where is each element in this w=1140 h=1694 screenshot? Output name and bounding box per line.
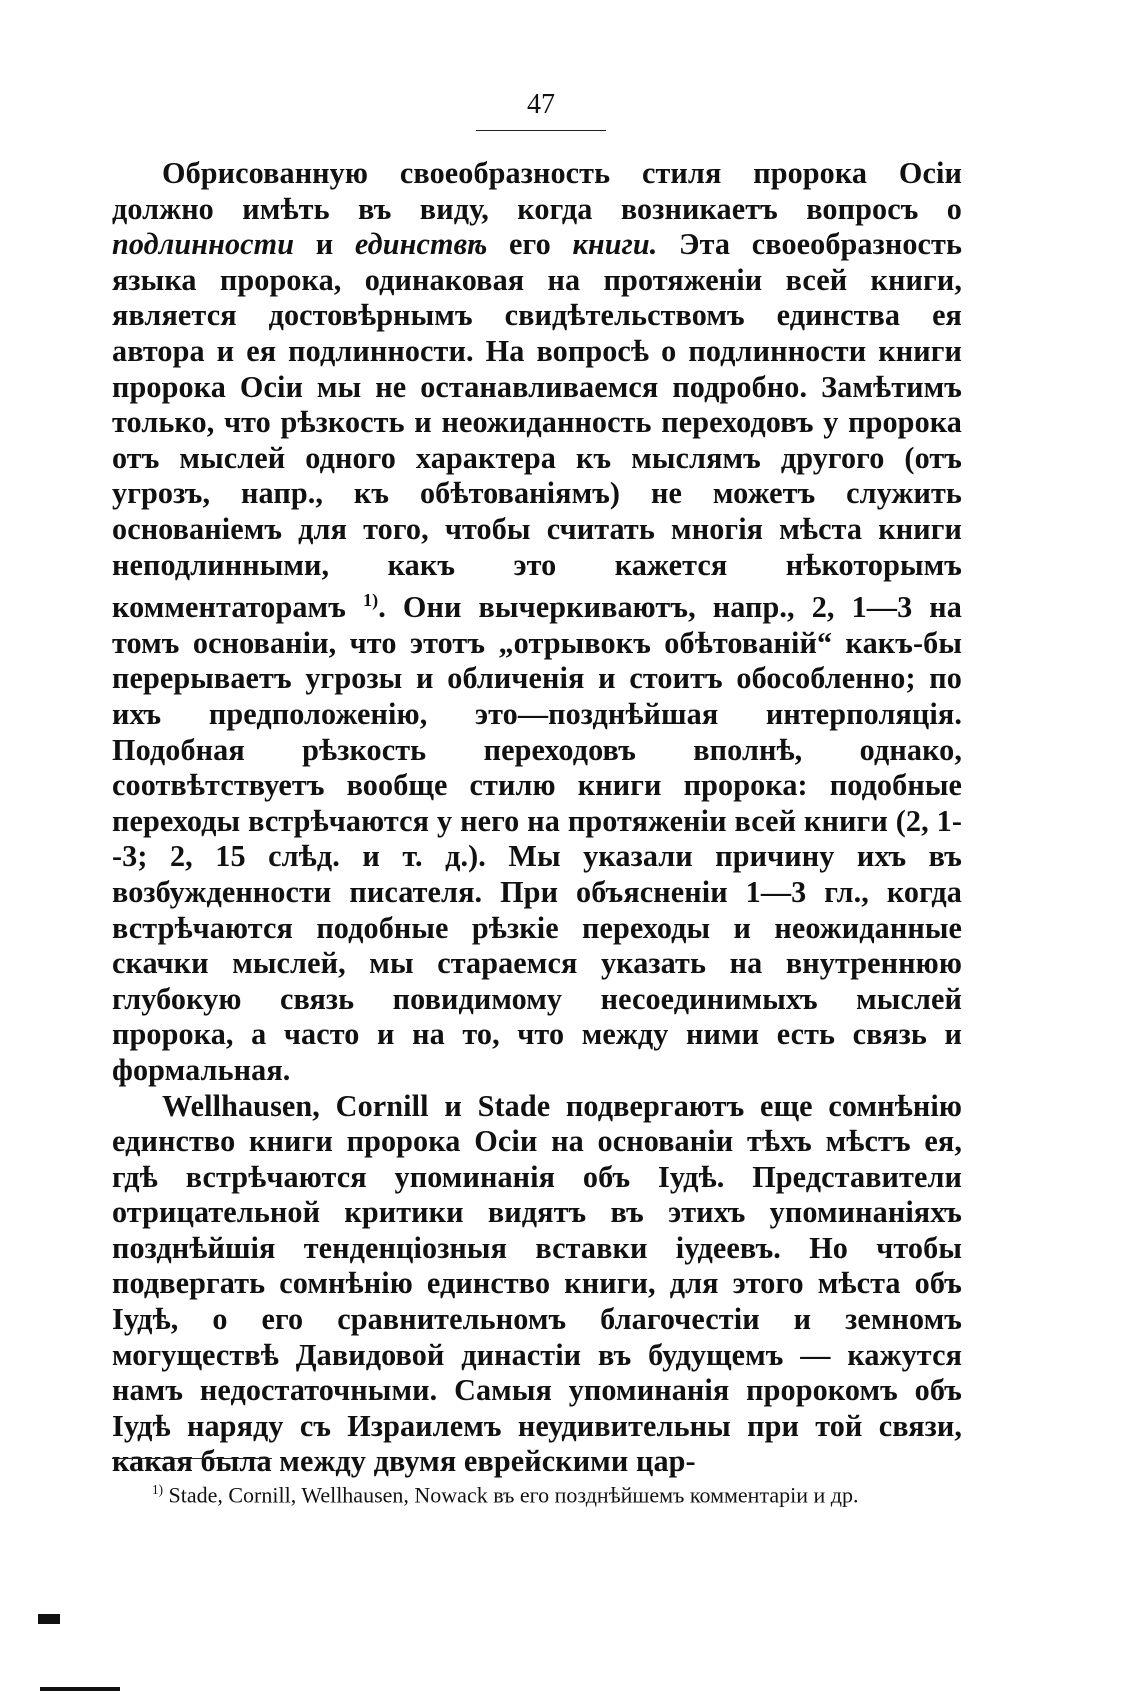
- footnote: [112, 1474, 962, 1511]
- footnote-reference: 1): [362, 590, 379, 611]
- p1-text-d: Эта своеобразность языка пророка, одинаковая на протяженіи всей книги, является достовѣрнымъ свидѣтельствомъ единства ея автора и ея подлинности. На вопросѣ о подлинности книги пророка Осіи мы не останавливаемся подробно. Замѣтимъ только, что рѣзкость и неожиданность переходовъ у пророка отъ мыслей одного характера къ мыслямъ другого (отъ угрозъ, напр., къ обѣтованіямъ) не можетъ служить основаніемъ для того, чтобы считать многія мѣста книги неподлинными, какъ это кажется нѣкоторымъ комментаторамъ: [112, 227, 963, 625]
- p1-italic-knigi: книги.: [572, 227, 658, 262]
- scan-artifact: [38, 1614, 60, 1624]
- paragraph-2: Wellhausen, Cornill и Stade подвергаютъ еще сомнѣнію единство книги пророка Осіи на основаніи тѣхъ мѣстъ ея, гдѣ встрѣчаются упоминанія объ Іудѣ. Представители отрицательной критики видятъ въ этихъ упоминаніяхъ позднѣйшія тенденціозныя вставки іудеевъ. Но чтобы подвергать сомнѣнію единство книги, для этого мѣста объ Іудѣ, о его сравнительномъ благочестіи и земномъ могуществѣ Давидовой династіи въ будущемъ — кажутся намъ недостаточными. Самыя упоминанія пророкомъ объ Іудѣ наряду съ Израилемъ неудивительны при той связи, какая была между двумя еврейскими цар-: [112, 1088, 962, 1479]
- footnote-text: Stade, Cornill, Wellhausen, Nowack въ его позднѣйшемъ комментаріи и др.: [163, 1482, 859, 1508]
- scan-edge-artifact: [40, 1687, 120, 1691]
- p1-italic-podlinnosti: подлинности: [112, 227, 295, 262]
- body-text: [112, 156, 962, 1480]
- p1-text-c: его: [487, 227, 573, 262]
- p1-text-e: . Они вычеркиваютъ, напр., 2, 1—3 на томъ основаніи, что этотъ „отрывокъ обѣтованій“ какъ-бы перерываетъ угрозы и обличенія и стоитъ обособленно; по ихъ предположенію, это—позднѣйшая интерполяція. Подобная рѣзкость переходовъ вполнѣ, однако, соотвѣтствуетъ вообще стилю книги пророка: подобные переходы встрѣчаются у него на протяженіи всей книги (2, 1--3; 2, 15 слѣд. и т. д.). Мы указали причину ихъ въ возбужденности писателя. При объясненіи 1—3 гл., когда встрѣчаются подобные рѣзкіе переходы и неожиданные скачки мыслей, мы стараемся указать на внутреннюю глубокую связь повидимому несоединимыхъ мыслей пророка, а часто и на то, что между ними есть связь и формальная.: [112, 590, 962, 1087]
- p1-text-a: Обрисованную своеобразность стиля пророка Осіи должно имѣть въ виду, когда возникаетъ вопросъ о: [112, 156, 962, 226]
- p1-italic-edinstve: единствѣ: [354, 227, 488, 262]
- footnote-marker: 1): [152, 1482, 163, 1497]
- paragraph-1: [112, 156, 962, 1089]
- page-number: 47: [527, 89, 555, 120]
- p1-text-b: и: [294, 227, 355, 262]
- page-number-rule: [476, 130, 606, 131]
- footnote-rule: [112, 1458, 272, 1459]
